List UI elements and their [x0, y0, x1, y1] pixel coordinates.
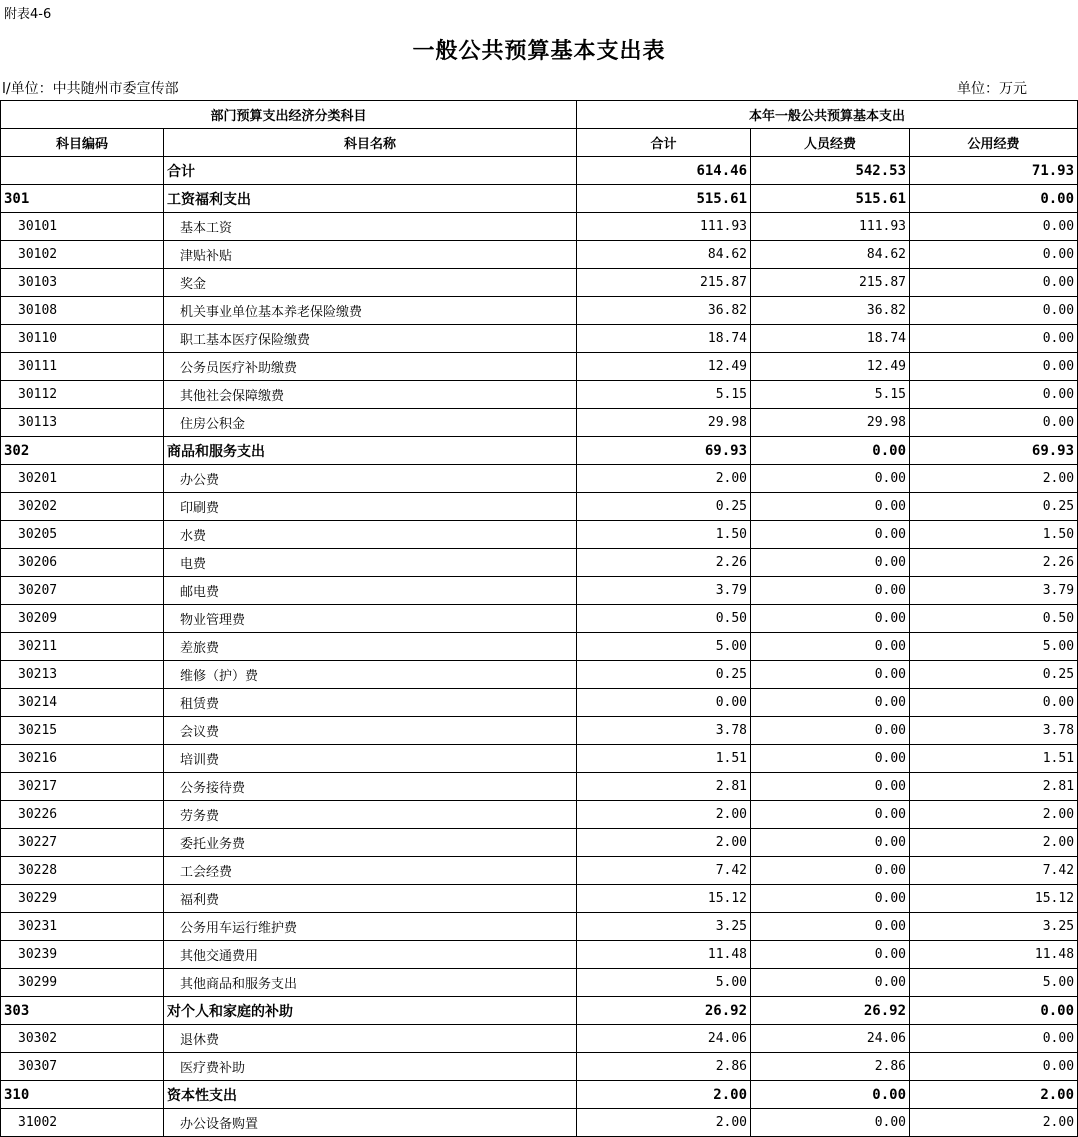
public-cell: 0.00 — [910, 997, 1078, 1025]
item-row — [1, 1025, 1078, 1053]
code-cell: 30103 — [1, 269, 164, 297]
item-row — [1, 661, 1078, 689]
personnel-cell: 0.00 — [751, 717, 910, 745]
total-cell: 1.50 — [577, 521, 751, 549]
public-cell: 0.25 — [910, 661, 1078, 689]
total-cell: 12.49 — [577, 353, 751, 381]
code-cell: 30110 — [1, 325, 164, 353]
public-cell: 0.00 — [910, 1025, 1078, 1053]
name-cell: 水费 — [164, 521, 577, 549]
code-cell: 30307 — [1, 1053, 164, 1081]
name-cell: 办公设备购置 — [164, 1109, 577, 1137]
total-cell: 1.51 — [577, 745, 751, 773]
code-cell: 30226 — [1, 801, 164, 829]
public-cell: 7.42 — [910, 857, 1078, 885]
budget-table — [0, 100, 1078, 1137]
unit-currency-label: 单位：万元 — [957, 81, 1027, 97]
public-cell: 0.50 — [910, 605, 1078, 633]
personnel-cell: 0.00 — [751, 549, 910, 577]
name-cell: 公务接待费 — [164, 773, 577, 801]
personnel-cell: 215.87 — [751, 269, 910, 297]
code-cell: 30209 — [1, 605, 164, 633]
column-header-total: 合计 — [577, 129, 751, 157]
item-row — [1, 1053, 1078, 1081]
personnel-cell: 0.00 — [751, 885, 910, 913]
name-cell: 住房公积金 — [164, 409, 577, 437]
header-group-right: 本年一般公共预算基本支出 — [577, 101, 1078, 129]
item-row — [1, 325, 1078, 353]
personnel-cell: 5.15 — [751, 381, 910, 409]
public-cell: 0.00 — [910, 269, 1078, 297]
name-cell: 资本性支出 — [164, 1081, 577, 1109]
total-cell: 215.87 — [577, 269, 751, 297]
code-cell: 30206 — [1, 549, 164, 577]
name-cell: 邮电费 — [164, 577, 577, 605]
personnel-cell: 0.00 — [751, 689, 910, 717]
personnel-cell: 26.92 — [751, 997, 910, 1025]
public-cell: 2.00 — [910, 829, 1078, 857]
total-cell: 24.06 — [577, 1025, 751, 1053]
public-cell: 0.00 — [910, 297, 1078, 325]
public-cell: 0.00 — [910, 409, 1078, 437]
name-cell: 委托业务费 — [164, 829, 577, 857]
name-cell: 差旅费 — [164, 633, 577, 661]
name-cell: 福利费 — [164, 885, 577, 913]
personnel-cell: 515.61 — [751, 185, 910, 213]
personnel-cell: 36.82 — [751, 297, 910, 325]
public-cell: 5.00 — [910, 633, 1078, 661]
personnel-cell: 2.86 — [751, 1053, 910, 1081]
item-row — [1, 549, 1078, 577]
total-cell: 2.86 — [577, 1053, 751, 1081]
public-cell: 1.51 — [910, 745, 1078, 773]
name-cell: 其他交通费用 — [164, 941, 577, 969]
name-cell: 职工基本医疗保险缴费 — [164, 325, 577, 353]
item-row — [1, 773, 1078, 801]
code-cell: 302 — [1, 437, 164, 465]
item-row — [1, 913, 1078, 941]
total-row — [1, 157, 1078, 185]
total-cell: 2.81 — [577, 773, 751, 801]
public-cell: 1.50 — [910, 521, 1078, 549]
code-cell: 30216 — [1, 745, 164, 773]
item-row — [1, 745, 1078, 773]
item-row — [1, 885, 1078, 913]
code-cell: 30108 — [1, 297, 164, 325]
public-cell: 11.48 — [910, 941, 1078, 969]
item-row — [1, 241, 1078, 269]
total-total-cell: 614.46 — [577, 157, 751, 185]
public-cell: 0.00 — [910, 353, 1078, 381]
code-cell: 30227 — [1, 829, 164, 857]
item-row — [1, 493, 1078, 521]
name-cell: 其他商品和服务支出 — [164, 969, 577, 997]
page-title: 一般公共预算基本支出表 — [412, 38, 666, 64]
name-cell: 电费 — [164, 549, 577, 577]
personnel-cell: 0.00 — [751, 465, 910, 493]
item-row — [1, 381, 1078, 409]
total-cell: 0.50 — [577, 605, 751, 633]
personnel-cell: 0.00 — [751, 941, 910, 969]
code-cell: 30239 — [1, 941, 164, 969]
personnel-cell: 0.00 — [751, 829, 910, 857]
category-row — [1, 1081, 1078, 1109]
personnel-cell: 0.00 — [751, 969, 910, 997]
item-row — [1, 633, 1078, 661]
code-cell: 30201 — [1, 465, 164, 493]
total-cell: 0.00 — [577, 689, 751, 717]
total-cell: 11.48 — [577, 941, 751, 969]
personnel-cell: 0.00 — [751, 801, 910, 829]
total-name-cell: 合计 — [164, 157, 577, 185]
total-cell: 15.12 — [577, 885, 751, 913]
personnel-cell: 12.49 — [751, 353, 910, 381]
category-row — [1, 185, 1078, 213]
personnel-cell: 0.00 — [751, 437, 910, 465]
name-cell: 商品和服务支出 — [164, 437, 577, 465]
total-cell: 2.00 — [577, 829, 751, 857]
personnel-cell: 0.00 — [751, 857, 910, 885]
total-cell: 2.00 — [577, 1109, 751, 1137]
item-row — [1, 297, 1078, 325]
code-cell: 310 — [1, 1081, 164, 1109]
column-header-name: 科目名称 — [164, 129, 577, 157]
name-cell: 会议费 — [164, 717, 577, 745]
public-cell: 15.12 — [910, 885, 1078, 913]
public-cell: 0.25 — [910, 493, 1078, 521]
code-cell: 30213 — [1, 661, 164, 689]
personnel-cell: 0.00 — [751, 605, 910, 633]
total-cell: 5.00 — [577, 969, 751, 997]
code-cell: 30202 — [1, 493, 164, 521]
code-cell: 30101 — [1, 213, 164, 241]
code-cell: 31002 — [1, 1109, 164, 1137]
personnel-cell: 84.62 — [751, 241, 910, 269]
item-row — [1, 213, 1078, 241]
public-cell: 2.81 — [910, 773, 1078, 801]
total-personnel-cell: 542.53 — [751, 157, 910, 185]
item-row — [1, 689, 1078, 717]
total-cell: 5.15 — [577, 381, 751, 409]
total-cell: 2.00 — [577, 1081, 751, 1109]
code-cell: 30229 — [1, 885, 164, 913]
name-cell: 办公费 — [164, 465, 577, 493]
personnel-cell: 0.00 — [751, 1109, 910, 1137]
total-code-cell — [1, 157, 164, 185]
name-cell: 奖金 — [164, 269, 577, 297]
personnel-cell: 0.00 — [751, 1081, 910, 1109]
code-cell: 30207 — [1, 577, 164, 605]
total-cell: 3.25 — [577, 913, 751, 941]
public-cell: 0.00 — [910, 689, 1078, 717]
item-row — [1, 353, 1078, 381]
item-row — [1, 801, 1078, 829]
personnel-cell: 0.00 — [751, 521, 910, 549]
total-cell: 36.82 — [577, 297, 751, 325]
item-row — [1, 1109, 1078, 1137]
name-cell: 其他社会保障缴费 — [164, 381, 577, 409]
total-cell: 3.79 — [577, 577, 751, 605]
item-row — [1, 605, 1078, 633]
total-cell: 26.92 — [577, 997, 751, 1025]
personnel-cell: 0.00 — [751, 661, 910, 689]
total-cell: 7.42 — [577, 857, 751, 885]
name-cell: 津贴补贴 — [164, 241, 577, 269]
personnel-cell: 0.00 — [751, 633, 910, 661]
column-header-public: 公用经费 — [910, 129, 1078, 157]
public-cell: 2.00 — [910, 1081, 1078, 1109]
annex-label: 附表4-6 — [4, 7, 52, 22]
name-cell: 维修（护）费 — [164, 661, 577, 689]
personnel-cell: 0.00 — [751, 773, 910, 801]
code-cell: 30231 — [1, 913, 164, 941]
item-row — [1, 269, 1078, 297]
item-row — [1, 717, 1078, 745]
total-cell: 3.78 — [577, 717, 751, 745]
code-cell: 30205 — [1, 521, 164, 549]
code-cell: 30102 — [1, 241, 164, 269]
total-public-cell: 71.93 — [910, 157, 1078, 185]
personnel-cell: 0.00 — [751, 577, 910, 605]
code-cell: 30302 — [1, 1025, 164, 1053]
public-cell: 3.79 — [910, 577, 1078, 605]
item-row — [1, 857, 1078, 885]
name-cell: 公务员医疗补助缴费 — [164, 353, 577, 381]
name-cell: 退休费 — [164, 1025, 577, 1053]
name-cell: 培训费 — [164, 745, 577, 773]
personnel-cell: 24.06 — [751, 1025, 910, 1053]
total-cell: 29.98 — [577, 409, 751, 437]
public-cell: 5.00 — [910, 969, 1078, 997]
personnel-cell: 0.00 — [751, 745, 910, 773]
personnel-cell: 0.00 — [751, 493, 910, 521]
code-cell: 30214 — [1, 689, 164, 717]
total-cell: 515.61 — [577, 185, 751, 213]
public-cell: 0.00 — [910, 185, 1078, 213]
name-cell: 劳务费 — [164, 801, 577, 829]
public-cell: 2.00 — [910, 801, 1078, 829]
column-header-personnel: 人员经费 — [751, 129, 910, 157]
total-cell: 2.00 — [577, 465, 751, 493]
name-cell: 租赁费 — [164, 689, 577, 717]
name-cell: 公务用车运行维护费 — [164, 913, 577, 941]
code-cell: 301 — [1, 185, 164, 213]
name-cell: 机关事业单位基本养老保险缴费 — [164, 297, 577, 325]
public-cell: 0.00 — [910, 213, 1078, 241]
name-cell: 印刷费 — [164, 493, 577, 521]
name-cell: 工会经费 — [164, 857, 577, 885]
total-cell: 0.25 — [577, 661, 751, 689]
code-cell: 303 — [1, 997, 164, 1025]
header-group-row — [1, 101, 1078, 129]
code-cell: 30113 — [1, 409, 164, 437]
personnel-cell: 0.00 — [751, 913, 910, 941]
code-cell: 30228 — [1, 857, 164, 885]
total-cell: 0.25 — [577, 493, 751, 521]
item-row — [1, 521, 1078, 549]
public-cell: 69.93 — [910, 437, 1078, 465]
category-row — [1, 437, 1078, 465]
total-cell: 2.26 — [577, 549, 751, 577]
public-cell: 2.00 — [910, 1109, 1078, 1137]
name-cell: 工资福利支出 — [164, 185, 577, 213]
total-cell: 18.74 — [577, 325, 751, 353]
total-cell: 5.00 — [577, 633, 751, 661]
name-cell: 对个人和家庭的补助 — [164, 997, 577, 1025]
name-cell: 医疗费补助 — [164, 1053, 577, 1081]
total-cell: 84.62 — [577, 241, 751, 269]
item-row — [1, 829, 1078, 857]
code-cell: 30211 — [1, 633, 164, 661]
item-row — [1, 577, 1078, 605]
column-header-code: 科目编码 — [1, 129, 164, 157]
item-row — [1, 465, 1078, 493]
code-cell: 30111 — [1, 353, 164, 381]
total-cell: 111.93 — [577, 213, 751, 241]
header-group-left: 部门预算支出经济分类科目 — [1, 101, 577, 129]
item-row — [1, 409, 1078, 437]
public-cell: 0.00 — [910, 1053, 1078, 1081]
public-cell: 0.00 — [910, 325, 1078, 353]
code-cell: 30215 — [1, 717, 164, 745]
personnel-cell: 111.93 — [751, 213, 910, 241]
category-row — [1, 997, 1078, 1025]
public-cell: 3.25 — [910, 913, 1078, 941]
public-cell: 2.00 — [910, 465, 1078, 493]
personnel-cell: 18.74 — [751, 325, 910, 353]
header-columns-row — [1, 129, 1078, 157]
public-cell: 2.26 — [910, 549, 1078, 577]
name-cell: 基本工资 — [164, 213, 577, 241]
personnel-cell: 29.98 — [751, 409, 910, 437]
code-cell: 30299 — [1, 969, 164, 997]
code-cell: 30217 — [1, 773, 164, 801]
public-cell: 0.00 — [910, 381, 1078, 409]
name-cell: 物业管理费 — [164, 605, 577, 633]
public-cell: 0.00 — [910, 241, 1078, 269]
unit-department-label: l/单位：中共随州市委宣传部 — [2, 81, 179, 97]
public-cell: 3.78 — [910, 717, 1078, 745]
item-row — [1, 969, 1078, 997]
code-cell: 30112 — [1, 381, 164, 409]
item-row — [1, 941, 1078, 969]
total-cell: 2.00 — [577, 801, 751, 829]
total-cell: 69.93 — [577, 437, 751, 465]
